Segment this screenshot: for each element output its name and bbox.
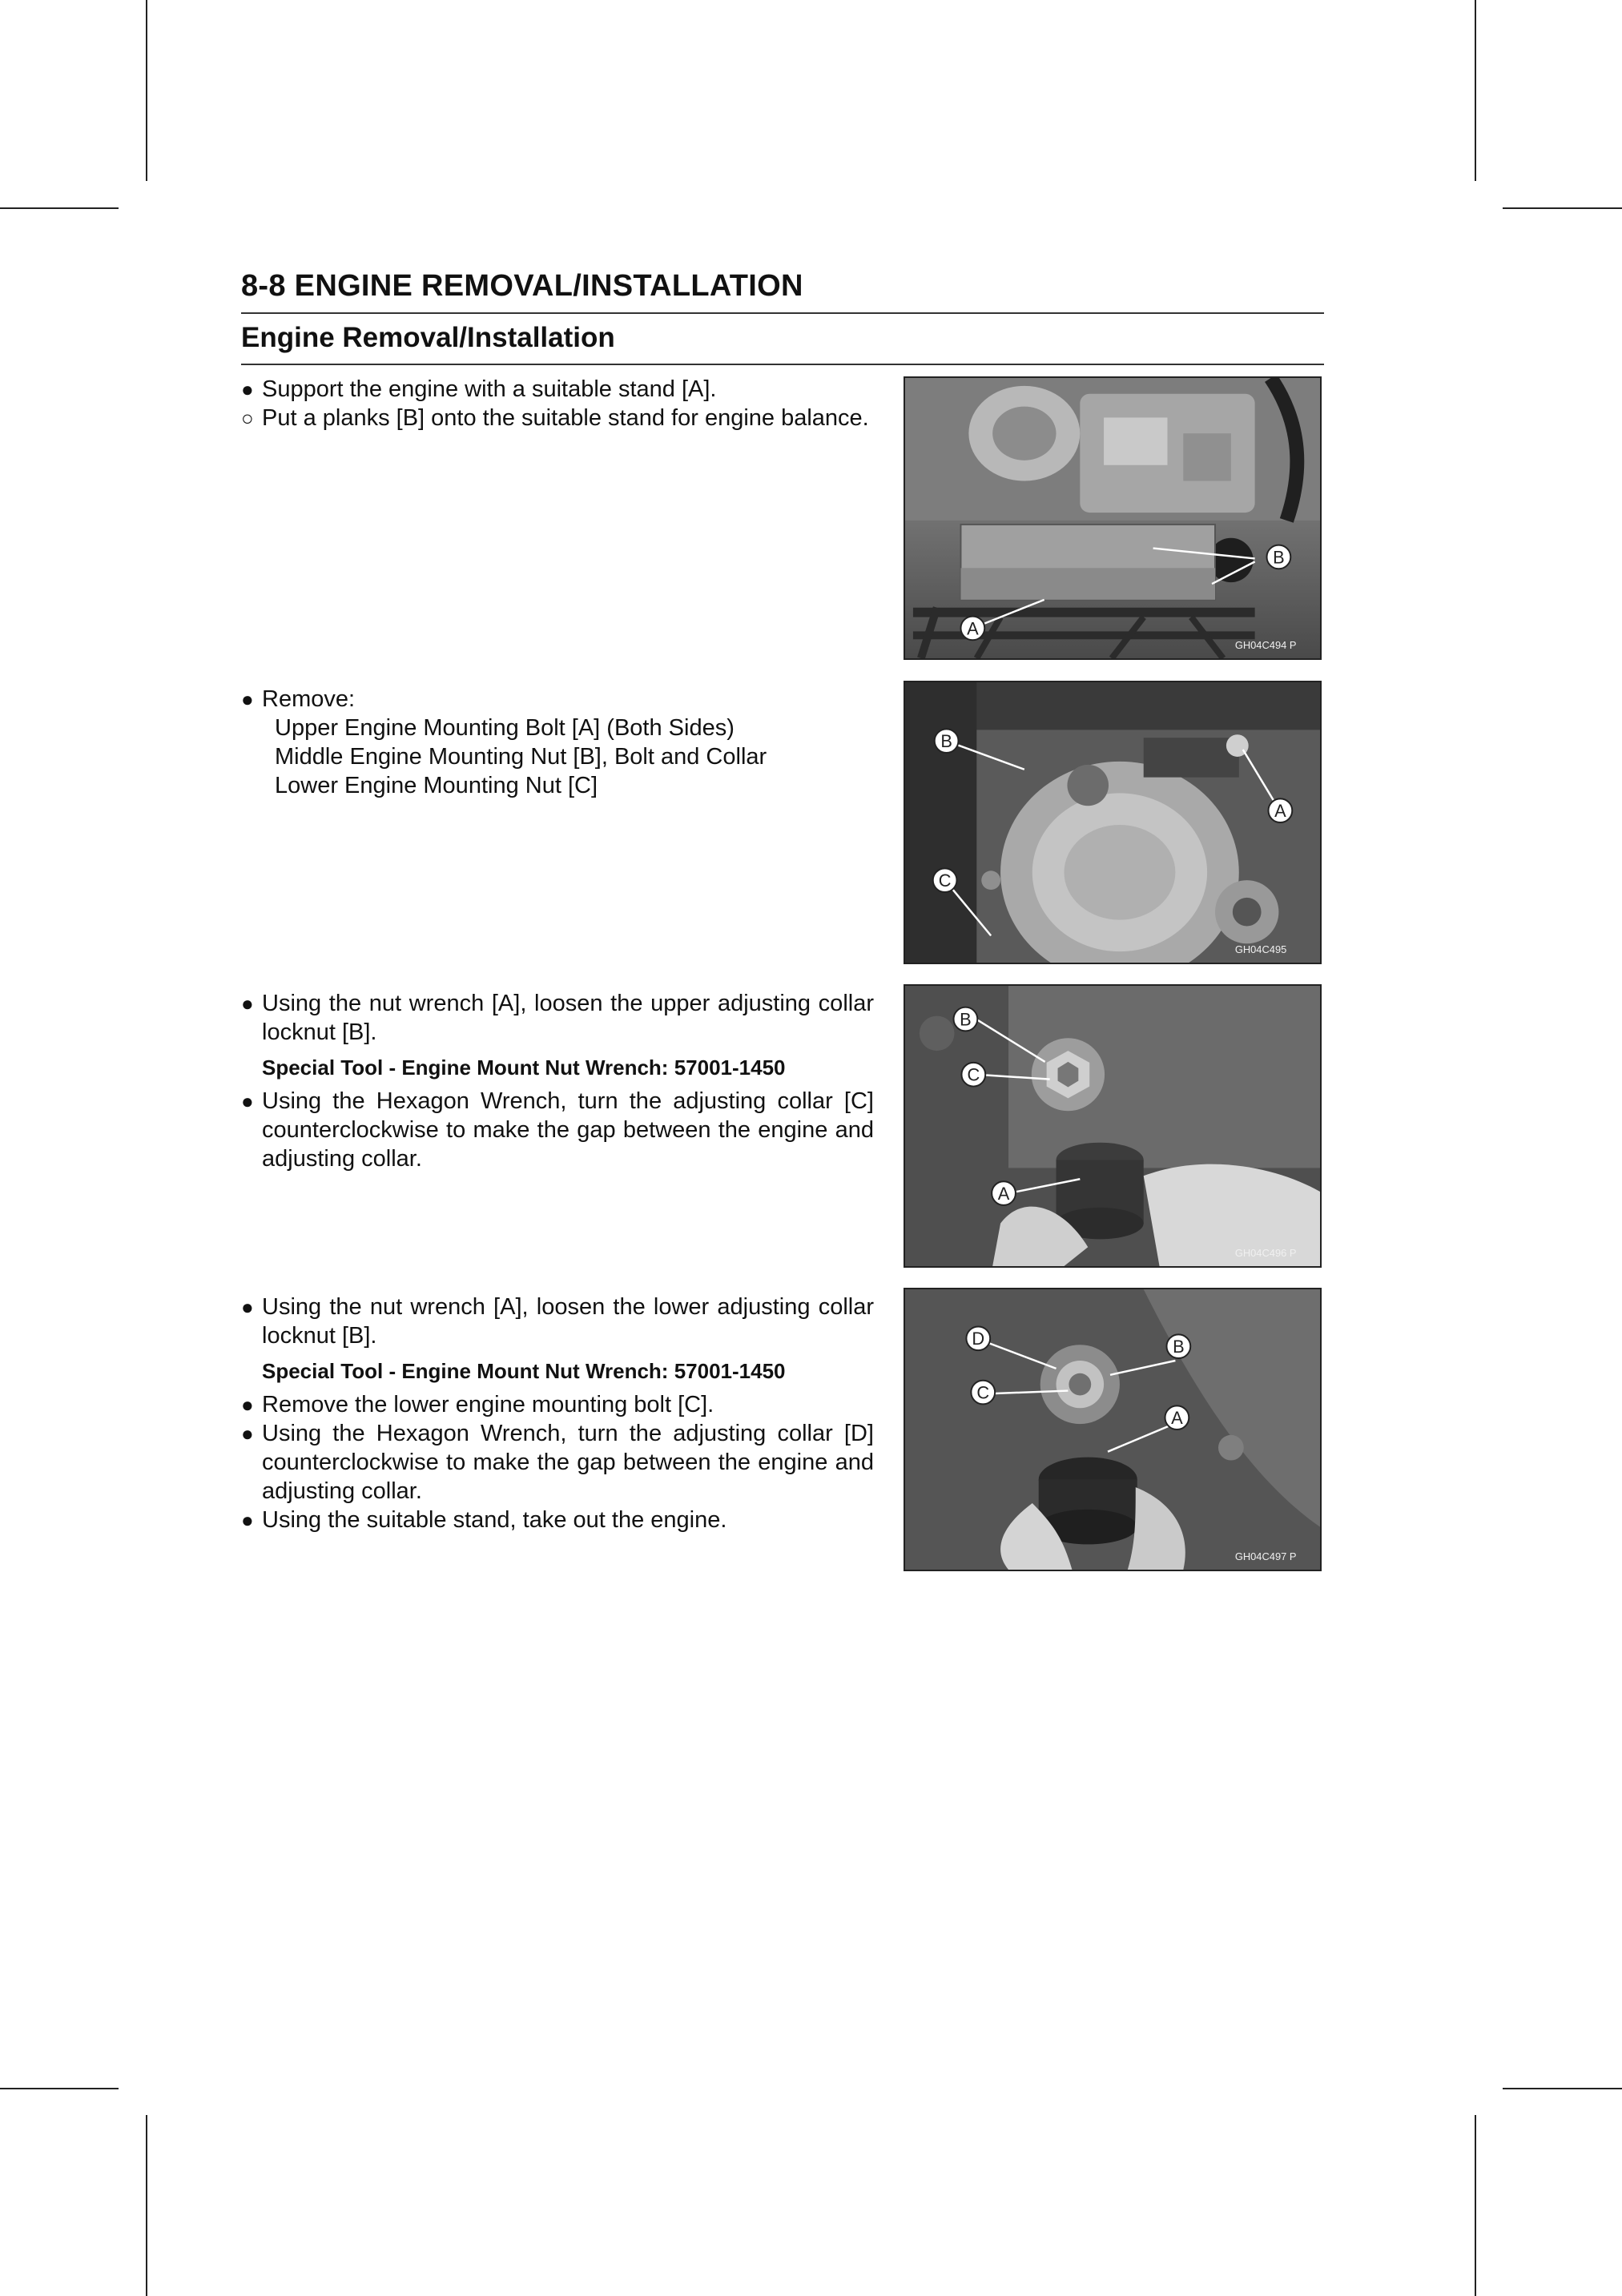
- callout-b: [1267, 545, 1291, 569]
- step-text: Using the nut wrench [A], loosen the lower adjusting collar locknut [B].: [262, 1294, 874, 1349]
- callout-b: [954, 1007, 978, 1031]
- special-tool-note: Special Tool - Engine Mount Nut Wrench: 57001-1450: [262, 1056, 786, 1080]
- callout-d: [966, 1326, 990, 1350]
- step-item: [241, 1293, 874, 1350]
- svg-text:C: C: [938, 871, 952, 891]
- svg-text:B: B: [960, 1009, 972, 1030]
- list-item: Lower Engine Mounting Nut [C]: [275, 773, 598, 798]
- figure-engine-mounting-points: [904, 681, 1322, 964]
- list-item: Middle Engine Mounting Nut [B], Bolt and Collar: [275, 744, 767, 770]
- callout-c: [961, 1063, 985, 1087]
- figure-lower-adjusting-collar: [904, 1288, 1322, 1571]
- svg-text:A: A: [997, 1183, 1010, 1204]
- callout-c: [933, 868, 957, 892]
- step-item: [241, 375, 874, 404]
- step-item: [241, 685, 874, 714]
- crop-mark-top-left: [146, 0, 147, 181]
- step-text: Using the suitable stand, take out the engine.: [262, 1507, 727, 1533]
- bullet-icon: ●: [241, 991, 254, 1015]
- lower-collar-photo: [905, 1289, 1320, 1570]
- step-text: Put a planks [B] onto the suitable stand for engine balance.: [262, 405, 869, 431]
- callout-b: [1166, 1334, 1190, 1358]
- instruction-block-4: [241, 1293, 874, 1534]
- svg-text:D: D: [972, 1329, 985, 1349]
- engine-stand-photo: [905, 378, 1320, 658]
- crop-mark-right-bottom: [1503, 2088, 1622, 2089]
- step-item: [241, 989, 874, 1047]
- figure-engine-on-stand: [904, 376, 1322, 660]
- instruction-block-1: [241, 375, 874, 432]
- step-text: Using the Hexagon Wrench, turn the adjusting collar [D] counterclockwise to make the gap between the engine and adjusting collar.: [262, 1421, 874, 1504]
- svg-text:B: B: [1273, 547, 1285, 568]
- svg-text:C: C: [967, 1064, 980, 1085]
- svg-text:B: B: [940, 731, 952, 752]
- page-header: [241, 266, 1324, 365]
- svg-text:A: A: [1274, 801, 1286, 822]
- bullet-icon: ●: [241, 1421, 254, 1446]
- svg-text:A: A: [1171, 1408, 1183, 1429]
- bullet-icon: ●: [241, 1089, 254, 1113]
- callout-a: [1165, 1405, 1189, 1429]
- step-text: Remove:: [262, 686, 356, 712]
- figure-code: GH04C497 P: [1234, 1550, 1297, 1563]
- instruction-block-2: [241, 685, 874, 800]
- svg-text:B: B: [1173, 1337, 1185, 1357]
- step-text: Using the nut wrench [A], loosen the upper adjusting collar locknut [B].: [262, 991, 874, 1045]
- bullet-icon: ●: [241, 687, 254, 711]
- section-title: Engine Removal/Installation: [241, 322, 615, 353]
- crop-mark-top-right: [1475, 0, 1476, 181]
- step-item: [241, 404, 874, 432]
- callout-a: [992, 1181, 1016, 1205]
- step-item: [241, 1390, 874, 1419]
- instruction-block-3: [241, 989, 874, 1173]
- special-tool-note: Special Tool - Engine Mount Nut Wrench: 57001-1450: [262, 1359, 786, 1383]
- figure-upper-adjusting-collar: [904, 984, 1322, 1268]
- step-text: Using the Hexagon Wrench, turn the adjusting collar [C] counterclockwise to make the gap between the engine and adjusting collar.: [262, 1088, 874, 1172]
- bullet-icon: ●: [241, 377, 254, 401]
- hollow-bullet-icon: ○: [241, 406, 254, 430]
- header-rule: [241, 312, 1324, 314]
- callout-a: [960, 617, 984, 641]
- engine-mounting-photo: [905, 682, 1320, 963]
- figure-code: GH04C495: [1234, 943, 1287, 956]
- callout-a: [1268, 798, 1292, 822]
- step-text: Remove the lower engine mounting bolt [C].: [262, 1392, 714, 1417]
- figure-code: GH04C496 P: [1234, 1247, 1297, 1260]
- bullet-icon: ●: [241, 1508, 254, 1532]
- svg-text:A: A: [967, 618, 979, 639]
- step-item: [241, 1506, 874, 1534]
- crop-mark-right-top: [1503, 207, 1622, 209]
- callout-b: [935, 729, 959, 753]
- section-rule: [241, 364, 1324, 365]
- step-text: Support the engine with a suitable stand [A].: [262, 376, 717, 402]
- step-item: [241, 1419, 874, 1506]
- upper-collar-photo: [905, 986, 1320, 1266]
- step-item: [241, 1087, 874, 1173]
- callout-c: [971, 1381, 995, 1405]
- list-item: Upper Engine Mounting Bolt [A] (Both Sides): [275, 715, 735, 741]
- crop-mark-left-bottom: [0, 2088, 119, 2089]
- svg-text:C: C: [976, 1382, 990, 1403]
- crop-mark-bottom-left: [146, 2115, 147, 2296]
- chapter-title: 8-8 ENGINE REMOVAL/INSTALLATION: [241, 269, 803, 303]
- crop-mark-bottom-right: [1475, 2115, 1476, 2296]
- crop-mark-left-top: [0, 207, 119, 209]
- figure-code: GH04C494 P: [1234, 639, 1297, 652]
- bullet-icon: ●: [241, 1295, 254, 1319]
- bullet-icon: ●: [241, 1393, 254, 1417]
